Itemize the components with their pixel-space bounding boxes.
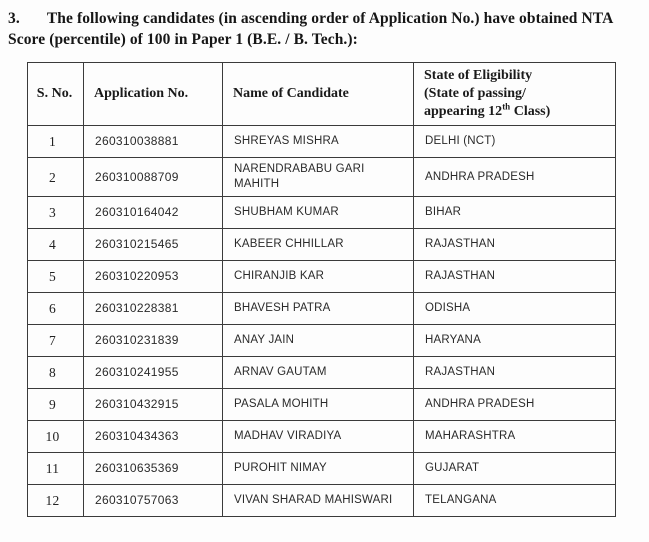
state-cell: BIHAR [414,197,616,229]
application-no-cell: 260310228381 [84,293,223,325]
candidate-name-cell: BHAVESH PATRA [223,293,414,325]
sno-cell: 4 [28,229,84,261]
state-cell: RAJASTHAN [414,229,616,261]
application-no-cell: 260310038881 [84,126,223,158]
header-state-line3-post: Class) [510,104,551,119]
table-body [28,126,616,517]
candidate-name-cell: KABEER CHHILLAR [223,229,414,261]
table-row [28,421,616,453]
state-cell: ANDHRA PRADESH [414,158,616,197]
candidate-name-cell: PASALA MOHITH [223,389,414,421]
sno-cell: 1 [28,126,84,158]
candidate-name-cell: CHIRANJIB KAR [223,261,414,293]
sno-cell: 2 [28,158,84,197]
sno-cell: 3 [28,197,84,229]
candidate-name-cell: ARNAV GAUTAM [223,357,414,389]
section-heading [8,8,641,50]
header-sno: S. No. [28,63,84,126]
table-row [28,357,616,389]
section-number: 3. [8,10,20,27]
header-state-line3 [424,103,609,121]
sno-cell: 7 [28,325,84,357]
header-application-no: Application No. [84,63,223,126]
application-no-cell: 260310757063 [84,485,223,517]
state-cell: ANDHRA PRADESH [414,389,616,421]
sno-cell: 11 [28,453,84,485]
state-cell: RAJASTHAN [414,357,616,389]
table-row [28,261,616,293]
sno-cell: 9 [28,389,84,421]
table-row [28,197,616,229]
header-state-line2: (State of passing/ [424,86,526,101]
table-row [28,453,616,485]
state-cell: DELHI (NCT) [414,126,616,158]
sno-cell: 5 [28,261,84,293]
state-cell: MAHARASHTRA [414,421,616,453]
state-cell: TELANGANA [414,485,616,517]
table-row [28,229,616,261]
sno-cell: 6 [28,293,84,325]
table-row [28,126,616,158]
application-no-cell: 260310164042 [84,197,223,229]
application-no-cell: 260310231839 [84,325,223,357]
candidate-name-cell: MADHAV VIRADIYA [223,421,414,453]
table-row [28,325,616,357]
application-no-cell: 260310434363 [84,421,223,453]
table-header [28,63,616,126]
header-state [414,63,616,126]
state-cell: RAJASTHAN [414,261,616,293]
sno-cell: 12 [28,485,84,517]
application-no-cell: 260310635369 [84,453,223,485]
header-state-line3-pre: appearing 12 [424,104,503,119]
candidate-name-cell: NARENDRABABU GARI MAHITH [223,158,414,197]
header-state-line3-sup: th [502,101,511,112]
state-cell: ODISHA [414,293,616,325]
candidates-table [27,62,616,517]
table-row [28,389,616,421]
table-row [28,293,616,325]
application-no-cell: 260310220953 [84,261,223,293]
state-cell: HARYANA [414,325,616,357]
candidate-name-cell: SHREYAS MISHRA [223,126,414,158]
table-row [28,485,616,517]
candidate-name-cell: SHUBHAM KUMAR [223,197,414,229]
application-no-cell: 260310241955 [84,357,223,389]
sno-cell: 10 [28,421,84,453]
candidate-name-cell: VIVAN SHARAD MAHISWARI [223,485,414,517]
candidate-name-cell: ANAY JAIN [223,325,414,357]
candidate-name-cell: PUROHIT NIMAY [223,453,414,485]
header-row [28,63,616,126]
sno-cell: 8 [28,357,84,389]
header-name: Name of Candidate [223,63,414,126]
table-row [28,158,616,197]
application-no-cell: 260310215465 [84,229,223,261]
header-state-line1: State of Eligibility [424,68,533,83]
application-no-cell: 260310432915 [84,389,223,421]
application-no-cell: 260310088709 [84,158,223,197]
state-cell: GUJARAT [414,453,616,485]
section-heading-text: The following candidates (in ascending order of Application No.) have obtained NTA Score (percentile) of 100 in Paper 1 (B.E. / B. Tech.): [8,10,613,48]
